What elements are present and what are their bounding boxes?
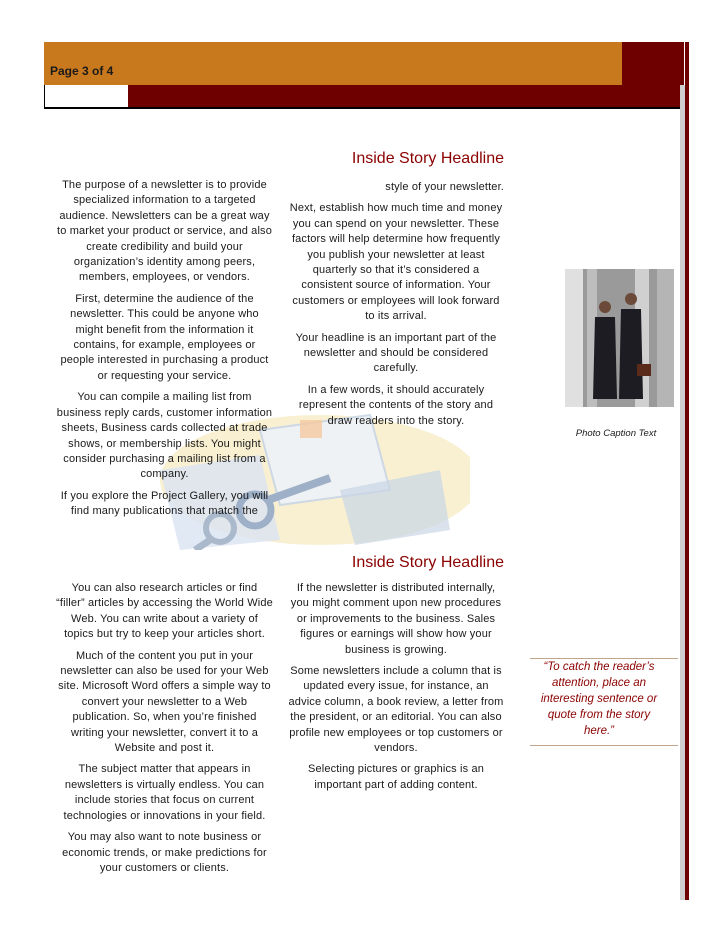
- right-border-dark: [685, 42, 689, 900]
- body-paragraph: The subject matter that appears in newsletters is virtually endless. You can include stories that focus on current technologies or innovations in your field.: [63, 763, 266, 822]
- body-paragraph: style of your newsletter.: [385, 181, 504, 193]
- header-band-dark: [128, 85, 680, 107]
- pull-quote-rule: [530, 745, 678, 746]
- body-paragraph: Selecting pictures or graphics is an important part of adding content.: [308, 763, 484, 791]
- body-paragraph: Some newsletters include a column that is updated every issue, for instance, an advice column, a book review, a letter from the president, or an editorial. You can also profile new employees or top customers or vendors.: [288, 665, 504, 755]
- body-paragraph: You can also research articles or find “filler” articles by accessing the World Wide Web. You can write about a variety of topics but try to keep your articles short.: [56, 582, 273, 641]
- photo-caption: Photo Caption Text: [575, 428, 657, 439]
- body-paragraph: You may also want to note business or economic trends, or make predictions for your customers or clients.: [62, 831, 267, 874]
- body-paragraph: Next, establish how much time and money you can spend on your newsletter. These factors will help determine how frequently you publish your newsletter at least quarterly so that it’s considered a consistent source of information. Your customers or employees will look forward to its arrival.: [289, 202, 503, 323]
- story-2-body: [288, 581, 504, 799]
- left-column-bottom: [56, 581, 273, 882]
- story-headline-1: Inside Story Headline: [351, 150, 504, 167]
- body-paragraph: First, determine the audience of the newsletter. This could be anyone who might benefit from the information it contains, for example, employees or people interested in purchasing a product or requesting your service.: [60, 292, 269, 382]
- header-divider: [44, 107, 680, 109]
- story-headline-2: Inside Story Headline: [351, 554, 504, 571]
- left-column-top: [56, 178, 273, 526]
- body-paragraph: If you explore the Project Gallery, you will find many publications that match the: [60, 489, 269, 518]
- body-paragraph: In a few words, it should accurately represent the contents of the story and draw readers into the story.: [298, 383, 494, 427]
- body-paragraph: Your headline is an important part of the newsletter and should be considered carefully.: [295, 331, 497, 375]
- body-paragraph: If the newsletter is distributed internally, you might comment upon new procedures or improvements to the business. Sales figures or earnings will show how your business is growing.: [290, 582, 502, 656]
- story-1-body: [288, 180, 504, 435]
- body-paragraph: Much of the content you put in your newsletter can also be used for your Web site. Microsoft Word offers a simple way to convert your newsletter to a Web publication. So, when you’re finished writing your newsletter, convert it to a Website and post it.: [58, 649, 271, 755]
- header-band-white-block: [44, 85, 129, 107]
- body-paragraph: You can compile a mailing list from business reply cards, customer information sheets, Business cards collected at trade shows, or membership lists. You might consider purchasing a mailing list from a company.: [56, 391, 273, 481]
- pull-quote: “To catch the reader’s attention, place an interesting sentence or quote from the story here.”: [540, 661, 658, 737]
- business-handshake-photo: [565, 269, 674, 407]
- page-number-label: Page 3 of 4: [50, 64, 114, 78]
- header-band-gold: [44, 42, 622, 85]
- body-paragraph: The purpose of a newsletter is to provide specialized information to a targeted audience. Newsletters can be a great way to market your product or service, and also create credibility and build your organization’s identity among peers, members, employees, or vendors.: [57, 179, 272, 284]
- header-band-corner: [622, 42, 684, 85]
